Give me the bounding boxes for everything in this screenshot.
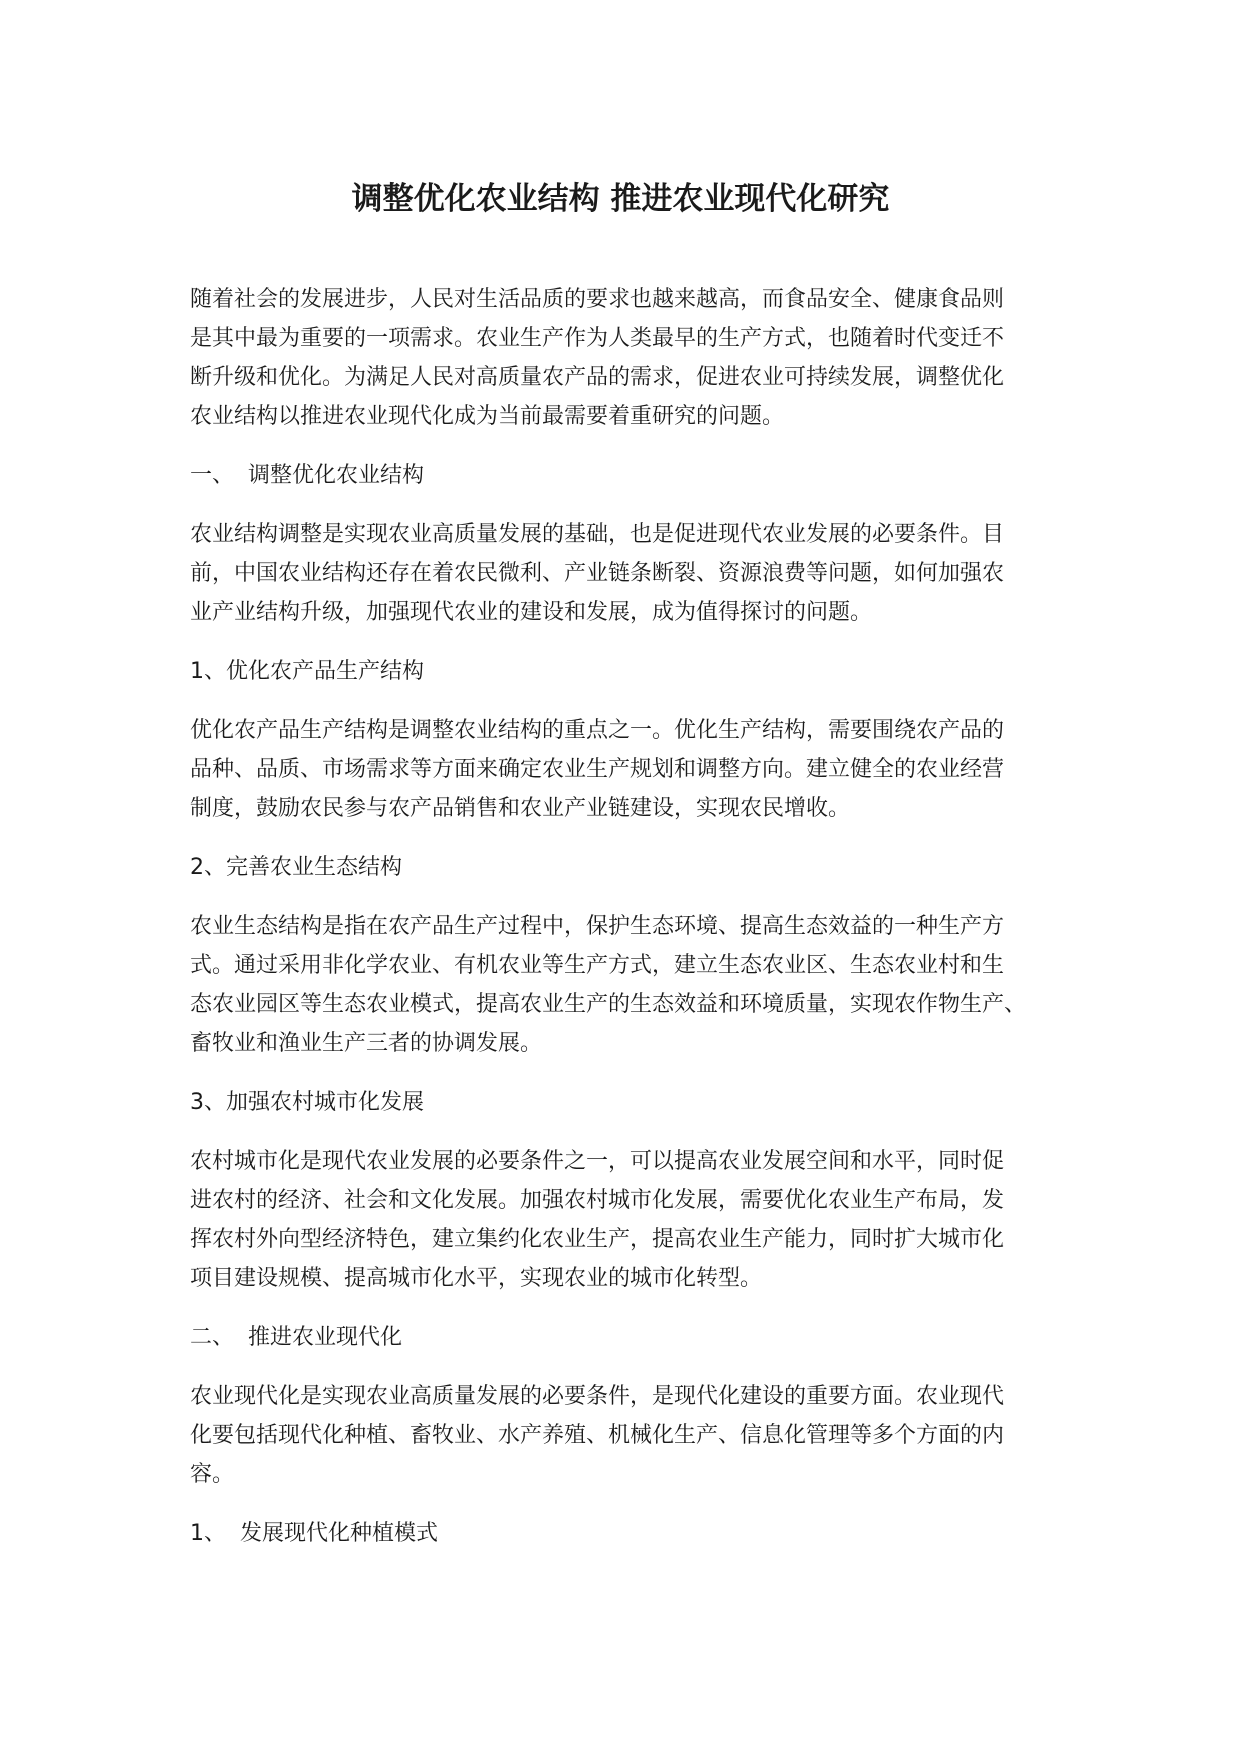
paragraph-line: 进农村的经济、社会和文化发展。加强农村城市化发展，需要优化农业生产布局，发	[190, 1188, 1005, 1213]
paragraph-line: 农业现代化是实现农业高质量发展的必要条件，是现代化建设的重要方面。农业现代	[190, 1384, 1005, 1409]
paragraph-line: 断升级和优化。为满足人民对高质量农产品的需求，促进农业可持续发展，调整优化	[190, 365, 1005, 390]
paragraph-line: 容。	[190, 1462, 235, 1487]
document-title: 调整优化农业结构 推进农业现代化研究	[351, 181, 890, 217]
paragraph-structure-adjustment	[190, 515, 1060, 632]
paragraph-line: 农业生态结构是指在农产品生产过程中，保护生态环境、提高生态效益的一种生产方	[190, 914, 1005, 939]
paragraph-ecological-structure	[190, 907, 1060, 1063]
paragraph-line: 品种、品质、市场需求等方面来确定农业生产规划和调整方向。建立健全的农业经营	[190, 757, 1005, 782]
paragraph-urbanization	[190, 1142, 1060, 1298]
paragraph-line: 优化农产品生产结构是调整农业结构的重点之一。优化生产结构，需要围绕农产品的	[190, 718, 1005, 743]
subheading-1-3: 3、加强农村城市化发展	[190, 1090, 424, 1115]
paragraph-line: 农业结构调整是实现农业高质量发展的基础，也是促进现代农业发展的必要条件。目	[190, 522, 1005, 547]
paragraph-line: 农村城市化是现代农业发展的必要条件之一，可以提高农业发展空间和水平，同时促	[190, 1149, 1005, 1174]
document-body	[190, 280, 1060, 1553]
paragraph-line: 制度，鼓励农民参与农产品销售和农业产业链建设，实现农民增收。	[190, 796, 851, 821]
paragraph-production-structure	[190, 711, 1060, 828]
paragraph-line: 业产业结构升级，加强现代农业的建设和发展，成为值得探讨的问题。	[190, 600, 873, 625]
subheading-1-2: 2、完善农业生态结构	[190, 855, 402, 880]
paragraph-line: 农业结构以推进农业现代化成为当前最需要着重研究的问题。	[190, 404, 785, 429]
paragraph-line: 挥农村外向型经济特色，建立集约化农业生产，提高农业生产能力，同时扩大城市化	[190, 1227, 1005, 1252]
paragraph-modernization	[190, 1377, 1060, 1494]
paragraph-line: 随着社会的发展进步，人民对生活品质的要求也越来越高，而食品安全、健康食品则	[190, 287, 1005, 312]
paragraph-line: 化要包括现代化种植、畜牧业、水产养殖、机械化生产、信息化管理等多个方面的内	[190, 1423, 1005, 1448]
paragraph-line: 项目建设规模、提高城市化水平，实现农业的城市化转型。	[190, 1266, 763, 1291]
paragraph-intro	[190, 280, 1060, 436]
paragraph-line: 畜牧业和渔业生产三者的协调发展。	[190, 1031, 543, 1056]
section-heading-1: 一、 调整优化农业结构	[190, 463, 424, 488]
subheading-2-1: 1、 发展现代化种植模式	[190, 1521, 438, 1546]
paragraph-line: 是其中最为重要的一项需求。农业生产作为人类最早的生产方式，也随着时代变迁不	[190, 326, 1005, 351]
section-heading-2: 二、 推进农业现代化	[190, 1325, 402, 1350]
paragraph-line: 前，中国农业结构还存在着农民微利、产业链条断裂、资源浪费等问题，如何加强农	[190, 561, 1005, 586]
paragraph-line: 态农业园区等生态农业模式，提高农业生产的生态效益和环境质量，实现农作物生产、	[190, 992, 1027, 1017]
paragraph-line: 式。通过采用非化学农业、有机农业等生产方式，建立生态农业区、生态农业村和生	[190, 953, 1005, 978]
subheading-1-1: 1、优化农产品生产结构	[190, 659, 424, 684]
